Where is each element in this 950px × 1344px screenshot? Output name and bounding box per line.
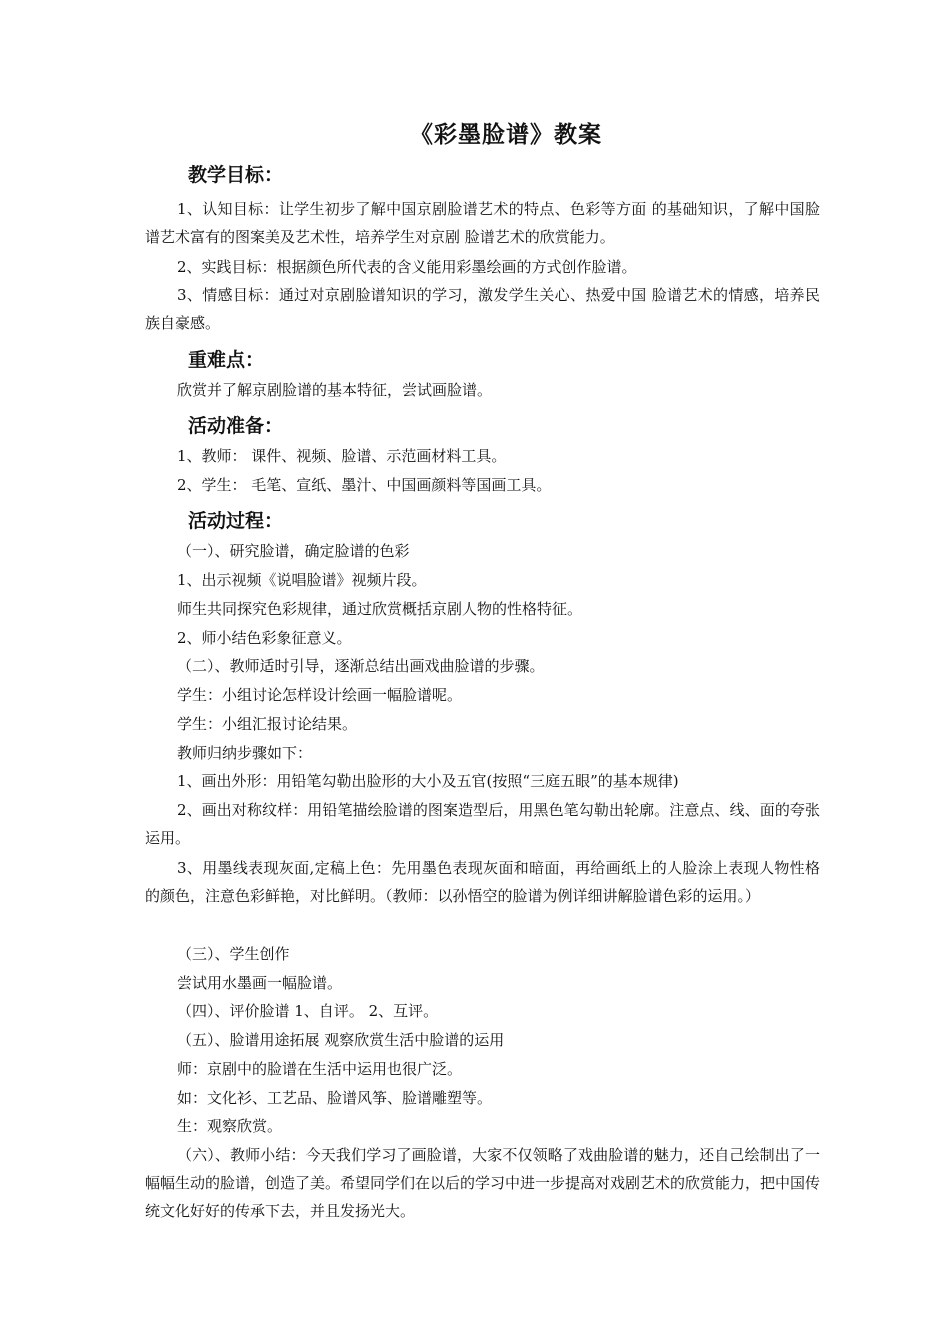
section-heading-key-points: 重难点： bbox=[188, 349, 265, 371]
process-paragraph: 3、用墨线表现灰面,定稿上色：先用墨色表现灰面和暗面，再给画纸上的人脸涂上表现人物性格的颜色，注意色彩鲜艳，对比鲜明。（教师：以孙悟空的脸谱为例详细讲解脸谱色彩的运用。） bbox=[145, 859, 820, 905]
section-heading-objectives: 教学目标： bbox=[188, 164, 284, 186]
section-heading-process: 活动过程： bbox=[188, 510, 284, 532]
process-line: 学生：小组讨论怎样设计绘画一幅脸谱呢。 bbox=[177, 686, 463, 704]
objective-item: 3、情感目标：通过对京剧脸谱知识的学习，激发学生关心、热爱中国 脸谱艺术的情感，培养民族自豪感。 bbox=[145, 286, 820, 332]
section-heading-preparation: 活动准备： bbox=[188, 415, 284, 437]
process-line: 2、师小结色彩象征意义。 bbox=[177, 629, 352, 647]
process-line: 师生共同探究色彩规律，通过欣赏概括京剧人物的性格特征。 bbox=[177, 600, 583, 618]
key-points-text: 欣赏并了解京剧脸谱的基本特征，尝试画脸谱。 bbox=[177, 381, 493, 399]
process-paragraph: （六）、教师小结：今天我们学习了画脸谱，大家不仅领略了戏曲脸谱的魅力，还自己绘制出了一幅幅生动的脸谱，创造了美。希望同学们在以后的学习中进一步提高对戏剧艺术的欣赏能力，把中国传统文化好好的传承下去，并且发扬光大。 bbox=[145, 1146, 821, 1220]
process-line: 1、出示视频《说唱脸谱》视频片段。 bbox=[177, 571, 427, 589]
process-paragraph: 2、画出对称纹样：用铅笔描绘脸谱的图案造型后，用黑色笔勾勒出轮廓。注意点、线、面的夸张运用。 bbox=[145, 801, 820, 847]
process-line: （二）、教师适时引导，逐渐总结出画戏曲脸谱的步骤。 bbox=[177, 657, 545, 675]
preparation-item: 1、教师： 课件、视频、脸谱、示范画材料工具。 bbox=[177, 447, 507, 465]
process-line: 学生：小组汇报讨论结果。 bbox=[177, 715, 358, 733]
process-line: （一）、研究脸谱，确定脸谱的色彩 bbox=[177, 542, 410, 560]
process-line: 尝试用水墨画一幅脸谱。 bbox=[177, 974, 343, 992]
preparation-item: 2、学生： 毛笔、宣纸、墨汁、中国画颜料等国画工具。 bbox=[177, 476, 552, 494]
process-line: 如：文化衫、工艺品、脸谱风筝、脸谱雕塑等。 bbox=[177, 1089, 493, 1107]
process-line: 师：京剧中的脸谱在生活中运用也很广泛。 bbox=[177, 1060, 463, 1078]
document-title: 《彩墨脸谱》教案 bbox=[410, 122, 602, 148]
process-line: （五）、脸谱用途拓展 观察欣赏生活中脸谱的运用 bbox=[177, 1031, 505, 1049]
objective-item: 1、认知目标：让学生初步了解中国京剧脸谱艺术的特点、色彩等方面 的基础知识，了解中国脸谱艺术富有的图案美及艺术性，培养学生对京剧 脸谱艺术的欣赏能力。 bbox=[145, 200, 820, 246]
process-line: （三）、学生创作 bbox=[177, 945, 290, 963]
process-line: 生：观察欣赏。 bbox=[177, 1117, 283, 1135]
process-line: （四）、评价脸谱 1、自评。 2、互评。 bbox=[177, 1002, 439, 1020]
process-line: 1、画出外形：用铅笔勾勒出脸形的大小及五官(按照“三庭五眼”的基本规律) bbox=[177, 772, 679, 790]
objective-item: 2、实践目标：根据颜色所代表的含义能用彩墨绘画的方式创作脸谱。 bbox=[177, 258, 637, 276]
process-line: 教师归纳步骤如下： bbox=[177, 744, 313, 762]
